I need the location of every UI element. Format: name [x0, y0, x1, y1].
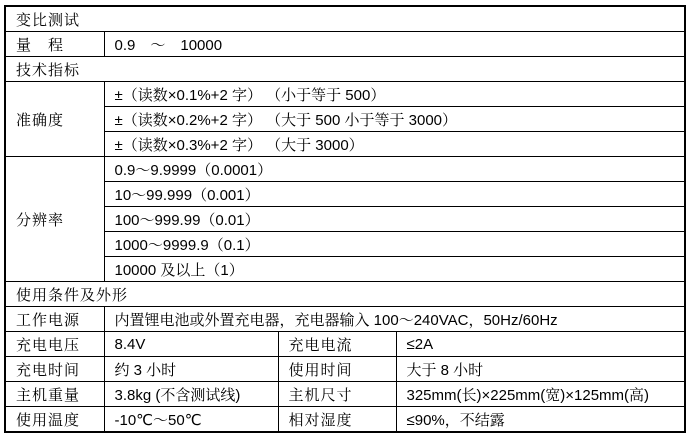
section-header-tech: 技术指标: [5, 57, 685, 82]
table-row-resolution-1: [5, 157, 685, 182]
spec-value-temperature: -10℃～50℃: [104, 407, 278, 433]
spec-value-accuracy-3: ±（读数×0.3%+2 字） （大于 3000）: [104, 132, 685, 157]
spec-value-resolution-5: 10000 及以上（1）: [104, 257, 685, 282]
section-header-ratio: 变比测试: [5, 6, 685, 32]
spec-value-accuracy-2: ±（读数×0.2%+2 字） （大于 500 小于等于 3000）: [104, 107, 685, 132]
table-row-range: [5, 32, 685, 57]
table-row-accuracy-1: [5, 82, 685, 107]
spec-value-resolution-2: 10～99.999（0.001）: [104, 182, 685, 207]
spec-label-charge-current: 充电电流: [278, 332, 396, 357]
table-row-resolution-4: [5, 232, 685, 257]
spec-value-use-time: 大于 8 小时: [396, 357, 685, 382]
spec-label-resolution: 分辨率: [5, 157, 104, 282]
table-row-size: [5, 382, 685, 407]
table-row-resolution-3: [5, 207, 685, 232]
table-row-section-ratio: [5, 6, 685, 32]
table-row-accuracy-3: [5, 132, 685, 157]
section-header-usage: 使用条件及外形: [5, 282, 685, 307]
spec-label-range: 量 程: [5, 32, 104, 57]
spec-table: [4, 5, 686, 433]
spec-label-charge-voltage: 充电电压: [5, 332, 104, 357]
spec-value-dimensions: 325mm(长)×225mm(宽)×125mm(高): [396, 382, 685, 407]
table-row-charge: [5, 332, 685, 357]
spec-label-use-time: 使用时间: [278, 357, 396, 382]
spec-label-weight: 主机重量: [5, 382, 104, 407]
spec-value-charge-voltage: 8.4V: [104, 332, 278, 357]
spec-label-dimensions: 主机尺寸: [278, 382, 396, 407]
table-row-section-tech: [5, 57, 685, 82]
spec-value-weight: 3.8kg (不含测试线): [104, 382, 278, 407]
spec-value-resolution-4: 1000～9999.9（0.1）: [104, 232, 685, 257]
table-row-resolution-2: [5, 182, 685, 207]
spec-value-charge-time: 约 3 小时: [104, 357, 278, 382]
spec-value-range: 0.9 ～ 10000: [104, 32, 685, 57]
spec-value-accuracy-1: ±（读数×0.1%+2 字） （小于等于 500）: [104, 82, 685, 107]
spec-label-power: 工作电源: [5, 307, 104, 332]
table-row-accuracy-2: [5, 107, 685, 132]
table-row-section-usage: [5, 282, 685, 307]
spec-value-humidity: ≤90%，不结露: [396, 407, 685, 433]
table-row-resolution-5: [5, 257, 685, 282]
spec-label-accuracy: 准确度: [5, 82, 104, 157]
table-row-environment: [5, 407, 685, 433]
spec-label-charge-time: 充电时间: [5, 357, 104, 382]
spec-value-power: 内置锂电池或外置充电器，充电器输入 100～240VAC，50Hz/60Hz: [104, 307, 685, 332]
spec-value-resolution-1: 0.9～9.9999（0.0001）: [104, 157, 685, 182]
table-row-time: [5, 357, 685, 382]
spec-label-humidity: 相对湿度: [278, 407, 396, 433]
spec-label-temperature: 使用温度: [5, 407, 104, 433]
spec-value-charge-current: ≤2A: [396, 332, 685, 357]
table-row-power: [5, 307, 685, 332]
spec-value-resolution-3: 100～999.99（0.01）: [104, 207, 685, 232]
